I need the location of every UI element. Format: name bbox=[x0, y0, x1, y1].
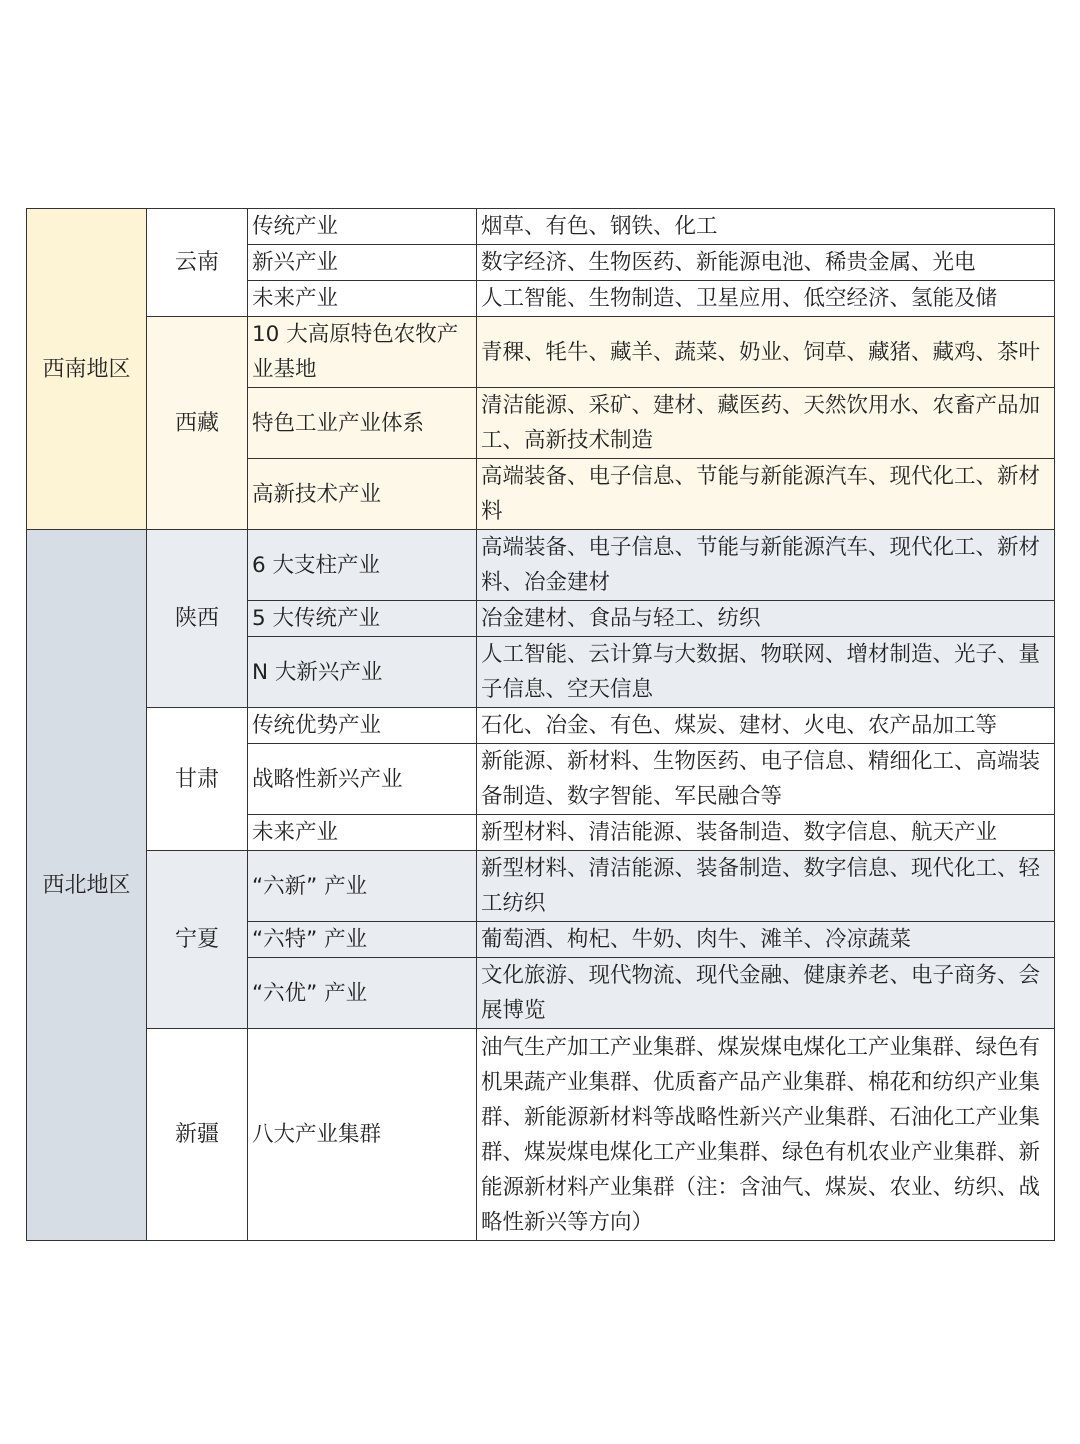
category-cell: 5 大传统产业 bbox=[248, 601, 477, 637]
province-ningxia: 宁夏 bbox=[147, 851, 248, 1029]
items-cell: 新型材料、清洁能源、装备制造、数字信息、现代化工、轻工纺织 bbox=[477, 851, 1055, 922]
province-xinjiang: 新疆 bbox=[147, 1029, 248, 1241]
category-cell: 新兴产业 bbox=[248, 245, 477, 281]
items-cell: 冶金建材、食品与轻工、纺织 bbox=[477, 601, 1055, 637]
items-cell: 高端装备、电子信息、节能与新能源汽车、现代化工、新材料、冶金建材 bbox=[477, 530, 1055, 601]
table-row bbox=[27, 209, 1055, 245]
industry-table bbox=[26, 208, 1055, 1241]
items-cell: 新型材料、清洁能源、装备制造、数字信息、航天产业 bbox=[477, 815, 1055, 851]
table-row bbox=[27, 1029, 1055, 1241]
region-southwest: 西南地区 bbox=[27, 209, 147, 530]
items-cell: 文化旅游、现代物流、现代金融、健康养老、电子商务、会展博览 bbox=[477, 958, 1055, 1029]
items-cell: 油气生产加工产业集群、煤炭煤电煤化工产业集群、绿色有机果蔬产业集群、优质畜产品产业集群、棉花和纺织产业集群、新能源新材料等战略性新兴产业集群、石油化工产业集群、煤炭煤电煤化工产业集群、绿色有机农业产业集群、新能源新材料产业集群（注：含油气、煤炭、农业、纺织、战略性新兴等方向） bbox=[477, 1029, 1055, 1241]
region-northwest: 西北地区 bbox=[27, 530, 147, 1241]
category-cell: 10 大高原特色农牧产业基地 bbox=[248, 317, 477, 388]
table-row bbox=[27, 530, 1055, 601]
category-cell: 传统产业 bbox=[248, 209, 477, 245]
items-cell: 清洁能源、采矿、建材、藏医药、天然饮用水、农畜产品加工、高新技术制造 bbox=[477, 388, 1055, 459]
table-row bbox=[27, 708, 1055, 744]
category-cell: 八大产业集群 bbox=[248, 1029, 477, 1241]
province-shaanxi: 陕西 bbox=[147, 530, 248, 708]
category-cell: “六新” 产业 bbox=[248, 851, 477, 922]
category-cell: 传统优势产业 bbox=[248, 708, 477, 744]
category-cell: N 大新兴产业 bbox=[248, 637, 477, 708]
items-cell: 高端装备、电子信息、节能与新能源汽车、现代化工、新材料 bbox=[477, 459, 1055, 530]
items-cell: 新能源、新材料、生物医药、电子信息、精细化工、高端装备制造、数字智能、军民融合等 bbox=[477, 744, 1055, 815]
category-cell: 战略性新兴产业 bbox=[248, 744, 477, 815]
items-cell: 青稞、牦牛、藏羊、蔬菜、奶业、饲草、藏猪、藏鸡、茶叶 bbox=[477, 317, 1055, 388]
province-tibet: 西藏 bbox=[147, 317, 248, 530]
items-cell: 数字经济、生物医药、新能源电池、稀贵金属、光电 bbox=[477, 245, 1055, 281]
items-cell: 石化、冶金、有色、煤炭、建材、火电、农产品加工等 bbox=[477, 708, 1055, 744]
category-cell: “六特” 产业 bbox=[248, 922, 477, 958]
table-row bbox=[27, 851, 1055, 922]
items-cell: 人工智能、生物制造、卫星应用、低空经济、氢能及储 bbox=[477, 281, 1055, 317]
table-row bbox=[27, 317, 1055, 388]
items-cell: 人工智能、云计算与大数据、物联网、增材制造、光子、量子信息、空天信息 bbox=[477, 637, 1055, 708]
category-cell: 高新技术产业 bbox=[248, 459, 477, 530]
category-cell: 未来产业 bbox=[248, 815, 477, 851]
category-cell: 未来产业 bbox=[248, 281, 477, 317]
items-cell: 葡萄酒、枸杞、牛奶、肉牛、滩羊、冷凉蔬菜 bbox=[477, 922, 1055, 958]
province-yunnan: 云南 bbox=[147, 209, 248, 317]
province-gansu: 甘肃 bbox=[147, 708, 248, 851]
category-cell: 特色工业产业体系 bbox=[248, 388, 477, 459]
category-cell: 6 大支柱产业 bbox=[248, 530, 477, 601]
items-cell: 烟草、有色、钢铁、化工 bbox=[477, 209, 1055, 245]
category-cell: “六优” 产业 bbox=[248, 958, 477, 1029]
